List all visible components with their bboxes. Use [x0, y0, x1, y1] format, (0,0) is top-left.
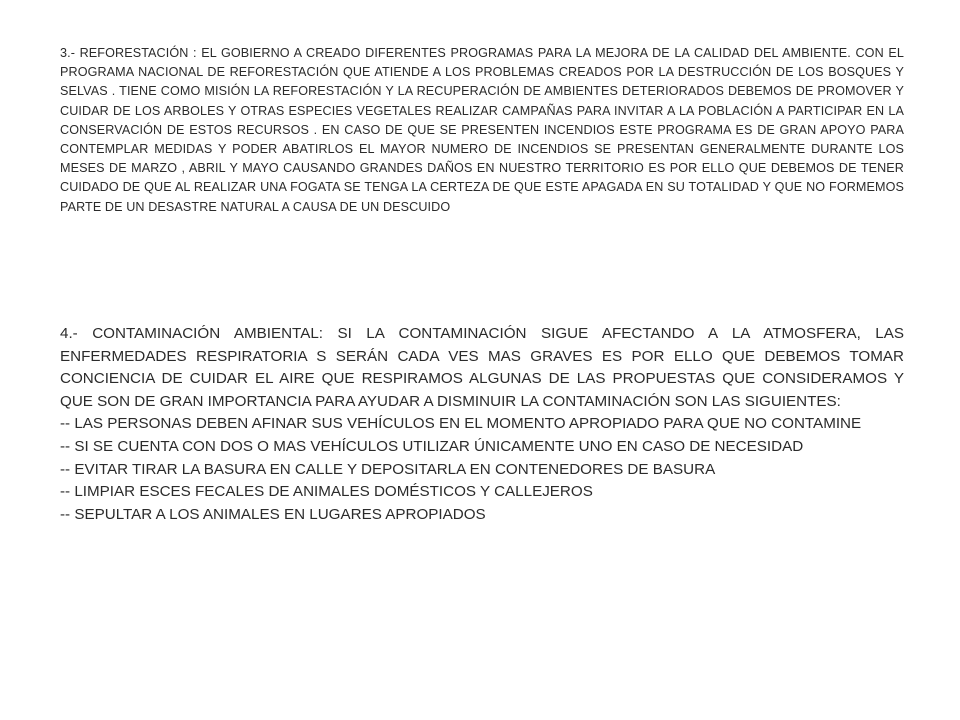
proposal-item: -- LIMPIAR ESCES FECALES DE ANIMALES DOMÉSTICOS Y CALLEJEROS — [60, 483, 593, 501]
pollution-intro-paragraph: 4.- CONTAMINACIÓN AMBIENTAL: SI LA CONTAMINACIÓN SIGUE AFECTANDO A LA ATMOSFERA, LAS ENFERMEDADES RESPIRATORIA S SERÁN CADA VES MAS GRAVES ES POR ELLO QUE DEBEMOS TOMAR CONCIENCIA DE CUIDAR EL AIRE QUE RESPIRAMOS ALGUNAS DE LAS PROPUESTAS QUE CONSIDERAMOS Y QUE SON DE GRAN IMPORTANCIA PARA AYUDAR A DISMINUIR LA CONTAMINACIÓN SON LAS SIGUIENTES: — [60, 325, 904, 410]
reforestation-paragraph: 3.- REFORESTACIÓN : EL GOBIERNO A CREADO DIFERENTES PROGRAMAS PARA LA MEJORA DE LA CALIDAD DEL AMBIENTE. CON EL PROGRAMA NACIONAL DE REFORESTACIÓN QUE ATIENDE A LOS PROBLEMAS CREADOS POR LA DESTRUCCIÓN DE LOS BOSQUES Y SELVAS . TIENE COMO MISIÓN LA REFORESTACIÓN Y LA RECUPERACIÓN DE AMBIENTES DETERIORADOS DEBEMOS DE PROMOVER Y CUIDAR DE LOS ARBOLES Y OTRAS ESPECIES VEGETALES REALIZAR CAMPAÑAS PARA INVITAR A LA POBLACIÓN A PARTICIPAR EN LA CONSERVACIÓN DE ESTOS RECURSOS . EN CASO DE QUE SE PRESENTEN INCENDIOS ESTE PROGRAMA ES DE GRAN APOYO PARA CONTEMPLAR MEDIDAS Y PODER ABATIRLOS EL MAYOR NUMERO DE INCENDIOS SE PRESENTAN GENERALMENTE DURANTE LOS MESES DE MARZO , ABRIL Y MAYO CAUSANDO GRANDES DAÑOS EN NUESTRO TERRITORIO ES POR ELLO QUE DEBEMOS DE TENER CUIDADO DE QUE AL REALIZAR UNA FOGATA SE TENGA LA CERTEZA DE QUE ESTE APAGADA EN SU TOTALIDAD Y QUE NO FORMEMOS PARTE DE UN DESASTRE NATURAL A CAUSA DE UN DESCUIDO — [60, 46, 904, 214]
proposal-item: -- SEPULTAR A LOS ANIMALES EN LUGARES APROPIADOS — [60, 505, 486, 523]
proposal-item: -- SI SE CUENTA CON DOS O MAS VEHÍCULOS UTILIZAR ÚNICAMENTE UNO EN CASO DE NECESIDAD — [60, 437, 804, 455]
proposal-item: -- EVITAR TIRAR LA BASURA EN CALLE Y DEPOSITARLA EN CONTENEDORES DE BASURA — [60, 460, 716, 478]
proposals-list — [60, 413, 904, 526]
pollution-section — [60, 323, 904, 526]
proposal-item: -- LAS PERSONAS DEBEN AFINAR SUS VEHÍCULOS EN EL MOMENTO APROPIADO PARA QUE NO CONTAMINE — [60, 415, 862, 433]
